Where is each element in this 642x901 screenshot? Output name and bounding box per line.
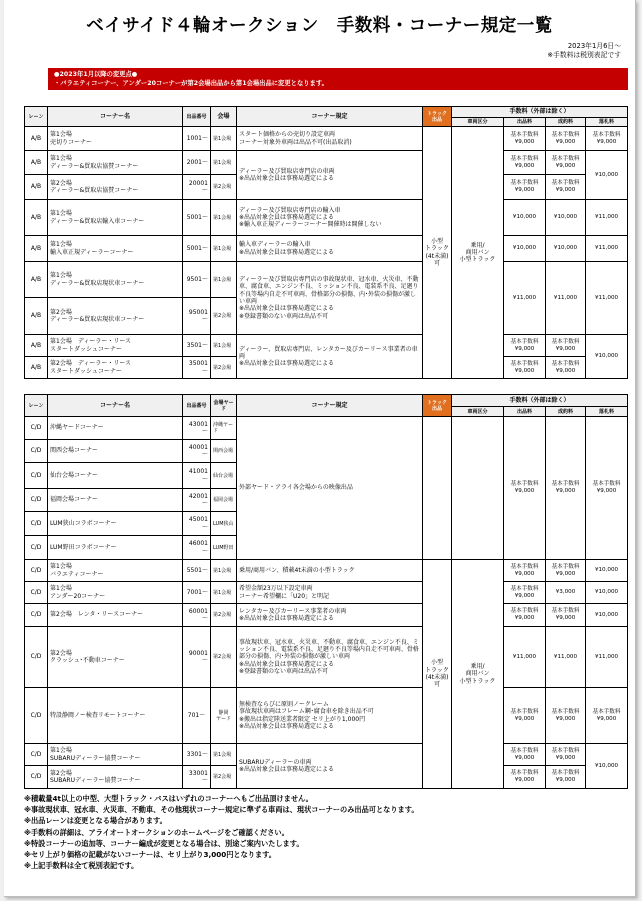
header-lane: レーン (25, 107, 48, 127)
lot-number: 5501～ (183, 560, 211, 582)
corner-name: 第1会場 輸入車正規ディーラーコーナー (48, 236, 183, 262)
lot-number: 33001～ (183, 766, 211, 789)
buyer-fee: ¥10,000 (586, 335, 628, 379)
lane-cell: C/D (25, 627, 48, 688)
lot-number: 5001～ (183, 236, 211, 262)
lane-cell: C/D (25, 440, 48, 463)
notice-heading: ●2023年1月以降の変更点● (54, 71, 138, 78)
venue-cell: 第1会場 (211, 151, 237, 175)
venue-cell: LUM狭山 (211, 512, 237, 536)
header-vehicle: 車両区分 (452, 407, 504, 417)
lot-number: 701～ (183, 688, 211, 744)
header-lot: 出品番号 (183, 395, 211, 417)
listing-fee: 基本手数料 ¥9,000 (504, 560, 546, 582)
truck-allowed: 小型 トラック (4t未満) 可 (423, 127, 452, 379)
buyer-fee: ¥10,000 (586, 560, 628, 582)
lot-number: 2001～ (183, 151, 211, 175)
corner-table-cd (24, 394, 628, 789)
header-buyer: 落札料 (586, 118, 628, 127)
lot-number: 42001～ (183, 489, 211, 512)
lane-cell: C/D (25, 560, 48, 582)
header-contract: 成約料 (546, 407, 586, 417)
corner-name: 第1会場 バラエティコーナー (48, 560, 183, 582)
corner-name: 第1会場 SUBARUディーラー協賛コーナー (48, 744, 183, 766)
listing-fee: 基本手数料 ¥9,000 (504, 127, 546, 151)
contract-fee: 基本手数料 ¥9,000 (546, 604, 586, 627)
header-corner: コーナー名 (48, 107, 183, 127)
corner-name: 第1会場 ディーラー・リース スタートダッシュコーナー (48, 335, 183, 357)
buyer-fee: ¥10,000 (586, 151, 628, 200)
corner-rule: ディーラー及び買取店専門店の事故現状車、冠水車、火災車、不動車、腐食車、エンジン不良、ミッション不良、電装系不良、足廻り不良等場内自走不可車両、骨格部分の損傷、内･外装の損傷が激しい車両 ※出品対象会員は事務局選定による ※登録書類のない車両は出品不可 (237, 262, 423, 335)
corner-name: 第2会場 クラッシュ･不動車コーナー (48, 627, 183, 688)
lane-cell: A/B (25, 236, 48, 262)
corner-rule: ディーラー、買取店専門店、レンタカー及びカーリース事業者の車両 ※出品対象会員は事務局選定による (237, 335, 423, 379)
header-contract: 成約料 (546, 118, 586, 127)
header-listing: 出品料 (504, 407, 546, 417)
tax-note: ※手数料は税別表記です (547, 50, 621, 59)
lot-number: 5001～ (183, 200, 211, 236)
corner-rule: スタート価格からの売切り設定車両 コーナー対象外車両は出品不可(出品取消) (237, 127, 423, 151)
lane-cell: C/D (25, 766, 48, 789)
header-lot: 出品番号 (183, 107, 211, 127)
corner-name: 第1会場 売切りコーナー (48, 127, 183, 151)
footnote: ※特設コーナーの追加等、コーナー編成が変更となる場合は、別途ご案内いたします。 (24, 838, 304, 848)
contract-fee: 基本手数料 ¥9,000 (546, 417, 586, 560)
header-truck: トラック出品 (423, 395, 452, 417)
lane-cell: A/B (25, 357, 48, 379)
lot-number: 90001～ (183, 627, 211, 688)
lane-cell: C/D (25, 688, 48, 744)
venue-cell: 静岡 ヤード (211, 688, 237, 744)
header-listing: 出品料 (504, 118, 546, 127)
listing-fee: 基本手数料 ¥9,000 (504, 582, 546, 604)
truck-empty (423, 417, 452, 560)
contract-fee: ¥11,000 (546, 627, 586, 688)
contract-fee: ¥10,000 (546, 236, 586, 262)
venue-cell: 第1会場 (211, 582, 237, 604)
venue-cell: 第2会場 (211, 627, 237, 688)
buyer-fee: ¥10,000 (586, 582, 628, 604)
buyer-fee: 基本手数料 ¥9,000 (586, 417, 628, 560)
buyer-fee: 基本手数料 ¥9,000 (586, 127, 628, 151)
lot-number: 20001～ (183, 175, 211, 200)
lot-number: 7001～ (183, 582, 211, 604)
lane-cell: C/D (25, 582, 48, 604)
lane-cell: A/B (25, 175, 48, 200)
lot-number: 45001～ (183, 512, 211, 536)
vehicle-class: 乗用/ 商用バン 小型トラック (452, 560, 504, 789)
lot-number: 60001～ (183, 604, 211, 627)
lane-cell: C/D (25, 604, 48, 627)
document-page (4, 0, 636, 897)
corner-name: 第2会場 レンタ・リースコーナー (48, 604, 183, 627)
contract-fee: 基本手数料 ¥9,000 (546, 335, 586, 357)
corner-name: LUM狭山コラボコーナー (48, 512, 183, 536)
contract-fee: 基本手数料 ¥9,000 (546, 560, 586, 582)
listing-fee: ¥11,000 (504, 627, 546, 688)
contract-fee: 基本手数料 ¥9,000 (546, 744, 586, 766)
lane-cell: C/D (25, 417, 48, 440)
footnote: ※事故現状車、冠水車、火災車、不動車、その他現状コーナー規定に準ずる車両は、現状コーナーのみ出品可となります。 (24, 805, 419, 815)
lot-number: 95001～ (183, 298, 211, 335)
header-lane: レーン (25, 395, 48, 417)
listing-fee: 基本手数料 ¥9,000 (504, 417, 546, 560)
lot-number: 43001～ (183, 417, 211, 440)
footnote: ※上記手数料は全て税別表記です。 (24, 861, 139, 871)
corner-name: 第2会場 ディーラー&買取店現状車コーナー (48, 298, 183, 335)
buyer-fee: ¥10,000 (586, 604, 628, 627)
notice-text: ・バラエティコーナー、アンダー20コーナーが第2会場出品から第1会場出品に変更となります。 (54, 80, 328, 87)
buyer-fee: ¥11,000 (586, 200, 628, 236)
venue-cell: 第1会場 (211, 262, 237, 298)
venue-cell: 第2会場 (211, 175, 237, 200)
contract-fee: ¥10,000 (546, 200, 586, 236)
buyer-fee: ¥11,000 (586, 627, 628, 688)
listing-fee: 基本手数料 ¥9,000 (504, 175, 546, 200)
contract-fee: ¥11,000 (546, 262, 586, 335)
venue-cell: 第2会場 (211, 357, 237, 379)
buyer-fee: ¥11,000 (586, 236, 628, 262)
lane-cell: A/B (25, 151, 48, 175)
contract-fee: 基本手数料 ¥9,000 (546, 357, 586, 379)
lane-cell: A/B (25, 127, 48, 151)
corner-rule: ディーラー及び買取店専門店の輸入車 ※出品対象会員は事務局選定による ※輸入車正規ディーラーコーナー開催時は開催しない (237, 200, 423, 236)
venue-cell: LUM野田 (211, 536, 237, 560)
header-rule: コーナー規定 (237, 107, 423, 127)
lot-number: 40001～ (183, 440, 211, 463)
lane-cell: A/B (25, 200, 48, 236)
header-fee: 手数料（外部は除く） (452, 395, 628, 407)
corner-name: LUM野田コラボコーナー (48, 536, 183, 560)
listing-fee: 基本手数料 ¥9,000 (504, 604, 546, 627)
page-title: ベイサイド４輪オークション 手数料・コーナー規定一覧 (86, 16, 553, 36)
lot-number: 3301～ (183, 744, 211, 766)
footnote: ※積載量4t以上の中型、大型トラック・バスはいずれのコーナーへもご出品頂けません。 (24, 794, 313, 803)
venue-cell: 第1会場 (211, 744, 237, 766)
venue-cell: 第2会場 (211, 604, 237, 627)
footnote: ※手数料の詳細は、アライオートオークションのホームページをご確認ください。 (24, 827, 289, 837)
header-rule: コーナー規定 (237, 395, 423, 417)
corner-rule: ディーラー及び買取店専門店の車両 ※出品対象会員は事務局選定による (237, 151, 423, 200)
listing-fee: ¥10,000 (504, 200, 546, 236)
change-notice (48, 68, 628, 90)
corner-name: 関西会場コーナー (48, 440, 183, 463)
listing-fee: 基本手数料 ¥9,000 (504, 151, 546, 175)
contract-fee: 基本手数料 ¥9,000 (546, 688, 586, 744)
header-venue: 会場 (211, 107, 237, 127)
header-truck: トラック出品 (423, 107, 452, 127)
venue-cell: 第1会場 (211, 200, 237, 236)
venue-cell: 第1会場 (211, 335, 237, 357)
listing-fee: 基本手数料 ¥9,000 (504, 335, 546, 357)
corner-name: 福岡会場コーナー (48, 489, 183, 512)
corner-name: 第2会場 SUBARUディーラー協賛コーナー (48, 766, 183, 789)
corner-rule: 希望金額23万以下設定車両 コーナー希望欄に「U20」と明記 (237, 582, 423, 604)
lane-cell: C/D (25, 489, 48, 512)
effective-date: 2023年1月6日～ (567, 42, 621, 50)
corner-rule: 輸入車ディーラーの輸入車 ※出品対象会員は事務局選定による (237, 236, 423, 262)
venue-cell: 仙台会場 (211, 463, 237, 489)
lane-cell: C/D (25, 536, 48, 560)
header-corner: コーナー名 (48, 395, 183, 417)
contract-fee: 基本手数料 ¥9,000 (546, 175, 586, 200)
header-fee: 手数料（外部は除く） (452, 107, 628, 118)
listing-fee: 基本手数料 ¥9,000 (504, 744, 546, 766)
listing-fee: ¥10,000 (504, 236, 546, 262)
lane-cell: C/D (25, 744, 48, 766)
header-vehicle: 車両区分 (452, 118, 504, 127)
corner-name: 第1会場 アンダー20コーナー (48, 582, 183, 604)
lot-number: 35001～ (183, 357, 211, 379)
corner-table-ab (24, 106, 628, 379)
lane-cell: A/B (25, 298, 48, 335)
venue-cell: 第2会場 (211, 766, 237, 789)
listing-fee: 基本手数料 ¥9,000 (504, 766, 546, 789)
corner-name: 特設静岡ノー検査リモートコーナー (48, 688, 183, 744)
lot-number: 9501～ (183, 262, 211, 298)
lot-number: 46001～ (183, 536, 211, 560)
venue-cell: 関西会場 (211, 440, 237, 463)
corner-name: 仙台会場コーナー (48, 463, 183, 489)
listing-fee: ¥11,000 (504, 262, 546, 335)
vehicle-class: 乗用/ 商用バン 小型トラック (452, 127, 504, 379)
listing-fee: 基本手数料 ¥9,000 (504, 688, 546, 744)
buyer-fee: ¥10,000 (586, 744, 628, 789)
lot-number: 3501～ (183, 335, 211, 357)
venue-cell: 第1会場 (211, 127, 237, 151)
truck-allowed: 小型 トラック (4t未満) 可 (423, 560, 452, 789)
corner-name: 沖縄ヤードコーナー (48, 417, 183, 440)
venue-cell: 第1会場 (211, 236, 237, 262)
corner-rule: レンタカー及びカーリース事業者の車両 ※出品対象会員は事務局選定による (237, 604, 423, 627)
corner-name: 第2会場 ディーラー・リース スタートダッシュコーナー (48, 357, 183, 379)
vehicle-empty (452, 417, 504, 560)
venue-cell: 福岡会場 (211, 489, 237, 512)
corner-rule: SUBARUディーラーの車両 ※出品対象会員は事務局選定による (237, 744, 423, 789)
venue-cell: 沖縄ヤード (211, 417, 237, 440)
buyer-fee: ¥11,000 (586, 262, 628, 335)
footnote: ※セリ上がり価格の記載がないコーナーは、セリ上がり3,000円となります。 (24, 850, 276, 860)
date-block (547, 42, 621, 59)
lot-number: 41001～ (183, 463, 211, 489)
header-buyer: 落札料 (586, 407, 628, 417)
contract-fee: ¥3,000 (546, 582, 586, 604)
contract-fee: 基本手数料 ¥9,000 (546, 766, 586, 789)
venue-cell: 第1会場 (211, 560, 237, 582)
lane-cell: C/D (25, 463, 48, 489)
corner-rule: 外部ヤード・アライ各会場からの映像出品 (237, 417, 423, 560)
corner-name: 第1会場 ディーラー&買取店輸入車コーナー (48, 200, 183, 236)
contract-fee: 基本手数料 ¥9,000 (546, 151, 586, 175)
footnotes (24, 793, 419, 871)
contract-fee: 基本手数料 ¥9,000 (546, 127, 586, 151)
header-venue: 会場ヤード (211, 395, 237, 417)
venue-cell: 第2会場 (211, 298, 237, 335)
footnote: ※出品レーンは変更となる場合があります。 (24, 816, 167, 826)
corner-rule: 事故現状車、冠水車、火災車、不動車、腐食車、エンジン不良、ミッション不良、電装系不良、足廻り不良等場内自走不可車両、骨格部分の損傷、内･外装の損傷が激しい車両 ※出品対象会員は事務局選定による ※登録書類のない車両は出品不可 (237, 627, 423, 688)
listing-fee: 基本手数料 ¥9,000 (504, 357, 546, 379)
lane-cell: C/D (25, 512, 48, 536)
corner-name: 第1会場 ディーラー&買取店現状車コーナー (48, 262, 183, 298)
corner-rule: 無検査ならびに原則ノークレーム 事故現状車両はフレーム鋼･腐食車を除き出品不可 ※搬出は指定陸送業者限定 セリ上がり1,000円 ※出品対象会員は事務局選定による (237, 688, 423, 744)
lane-cell: A/B (25, 262, 48, 298)
lane-cell: A/B (25, 335, 48, 357)
corner-rule: 乗用/商用バン、積載4t未満の小型トラック (237, 560, 423, 582)
corner-name: 第2会場 ディーラー&買取店協賛コーナー (48, 175, 183, 200)
corner-name: 第1会場 ディーラー&買取店協賛コーナー (48, 151, 183, 175)
buyer-fee: 基本手数料 ¥9,000 (586, 688, 628, 744)
lot-number: 1001～ (183, 127, 211, 151)
